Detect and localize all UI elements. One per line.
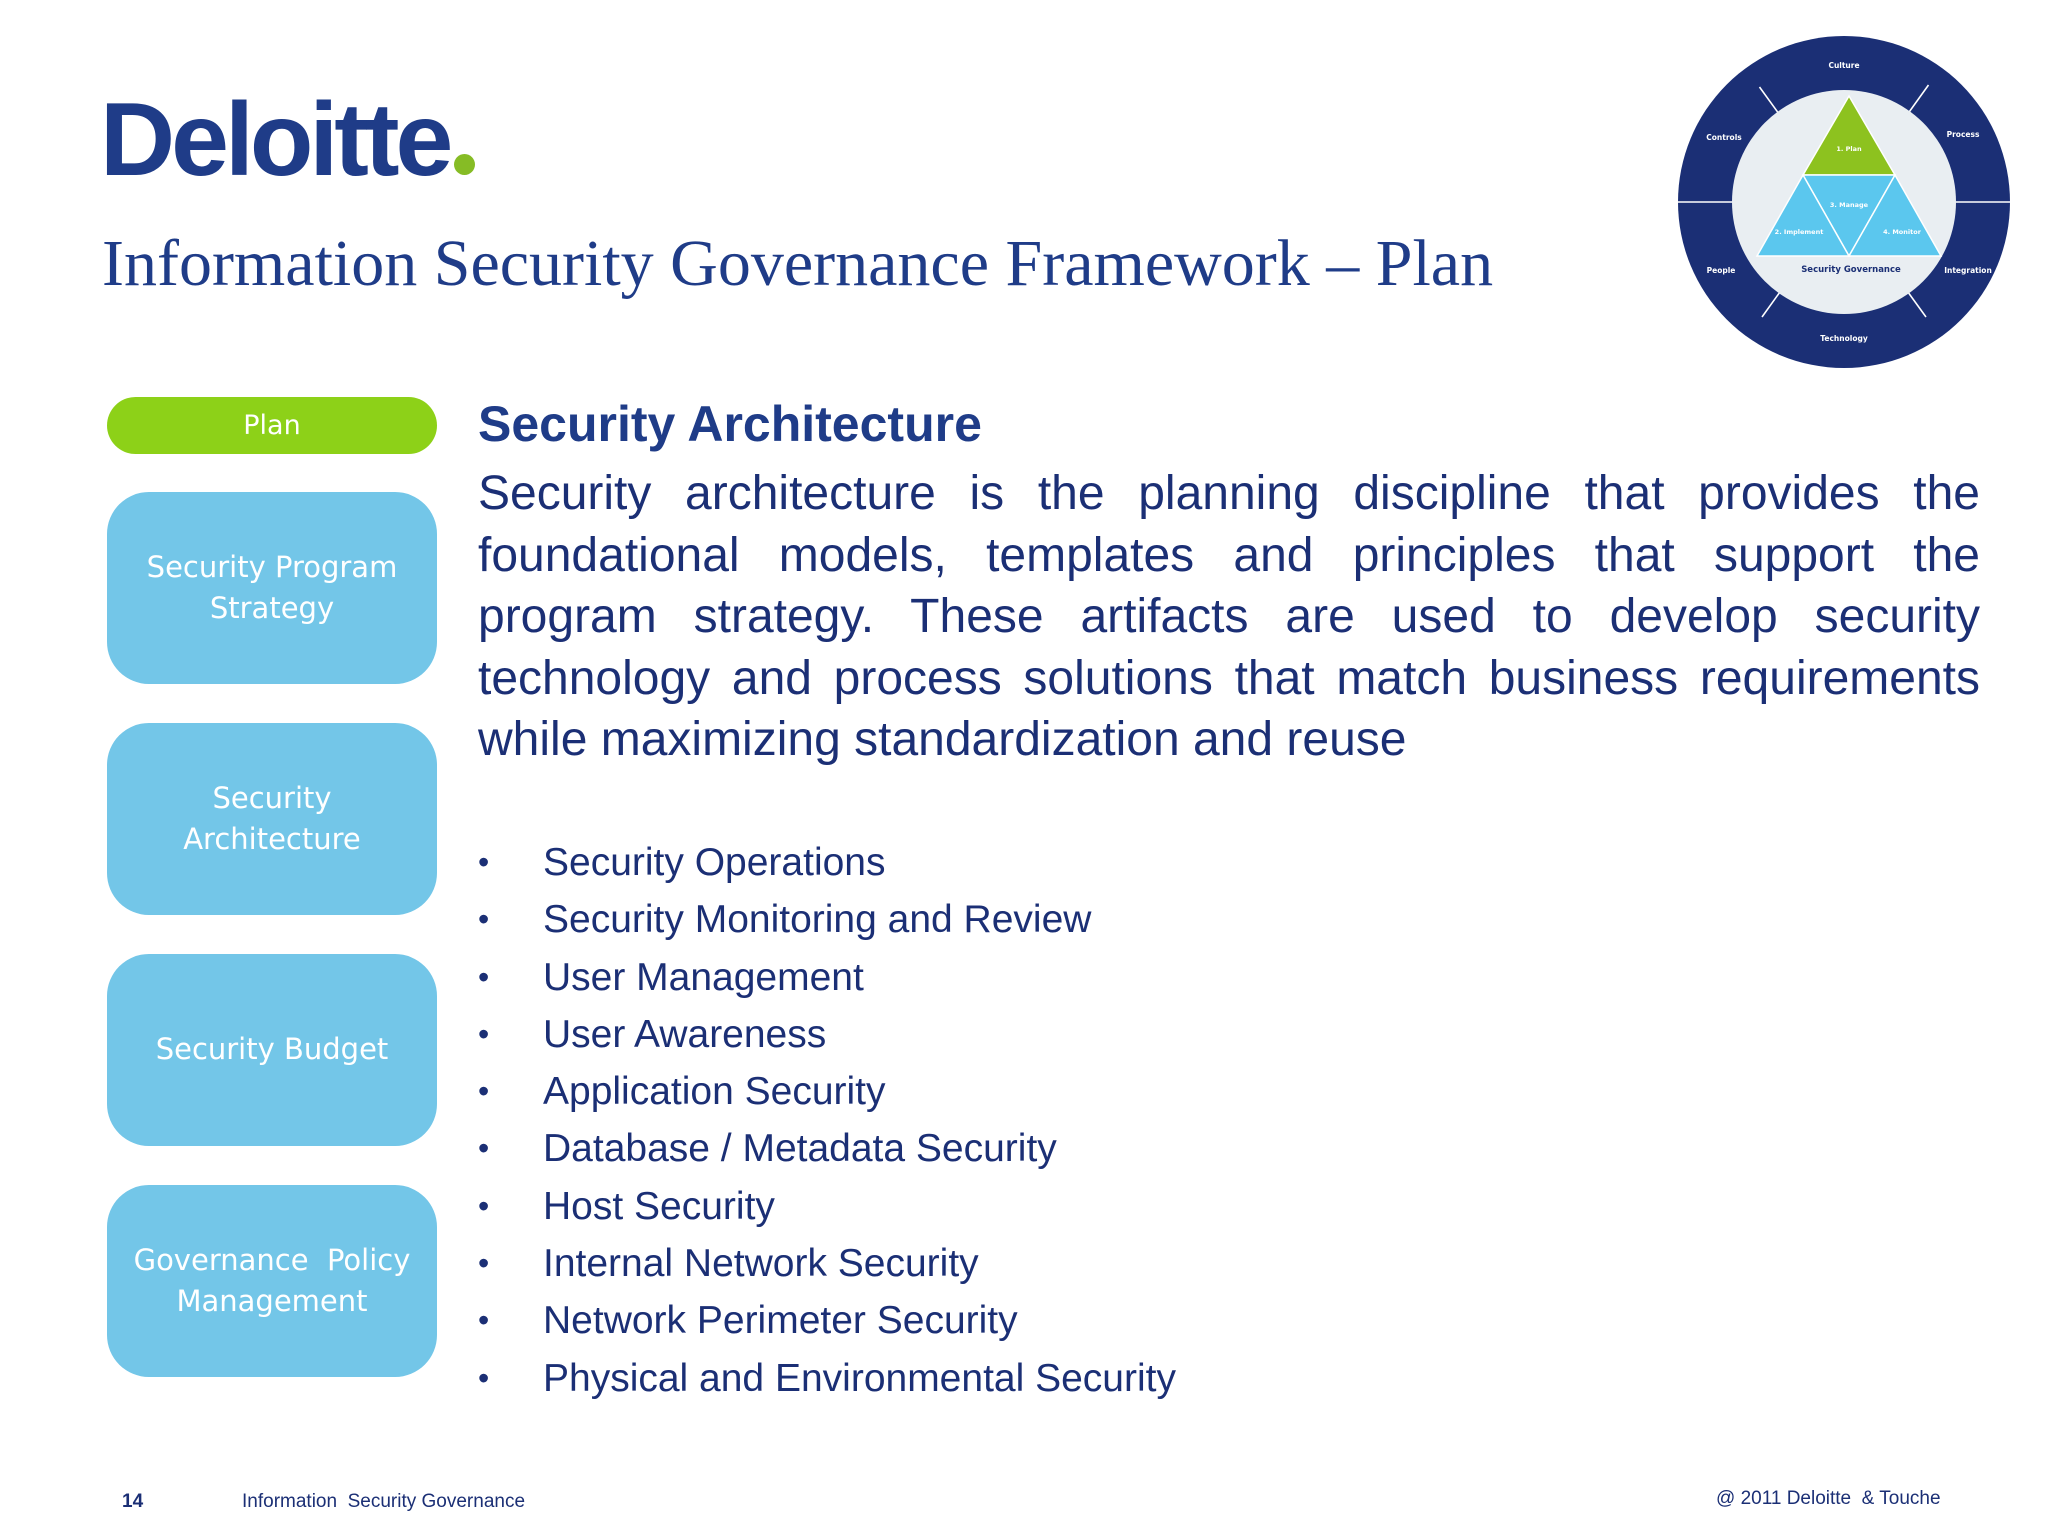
list-item: [478, 1063, 1176, 1120]
bullet-marker: •: [478, 1073, 490, 1110]
nav-item-label: [123, 778, 421, 861]
phase-implement-label: 2. Implement: [1774, 228, 1824, 236]
phase-manage-label: 3. Manage: [1829, 201, 1869, 209]
bullet-marker: •: [478, 1130, 490, 1167]
page-title: Information Security Governance Framework – Plan: [102, 227, 1494, 300]
nav-item-label: [147, 547, 398, 630]
nav-item-governance-policy-management[interactable]: [107, 1185, 437, 1377]
wheel-segment-technology: Technology: [1820, 334, 1868, 343]
list-item-text: Physical and Environmental Security: [543, 1356, 1176, 1400]
wheel-segment-process: Process: [1946, 130, 1980, 139]
nav-item-security-architecture[interactable]: [107, 723, 437, 915]
nav-item-label: [134, 1240, 411, 1323]
bullet-marker: •: [478, 1187, 490, 1224]
nav-item-label-line: Strategy: [209, 591, 335, 625]
bullet-marker: •: [478, 1302, 490, 1339]
page-number: 14: [122, 1491, 144, 1512]
list-item: [478, 1120, 1176, 1177]
list-item: [478, 1235, 1176, 1292]
list-item: [478, 834, 1176, 891]
list-item: [478, 1006, 1176, 1063]
list-item: [478, 949, 1176, 1006]
bullet-list: [478, 834, 1176, 1407]
section-heading: Security Architecture: [478, 396, 982, 452]
section-description: Security architecture is the planning discipline that provides the foundational models, templates and principles that support the program strategy. These artifacts are used to develop security technology and process solutions that match business requirements while maximizing standardization and reuse: [478, 467, 1980, 766]
phase-monitor-label: 4. Monitor: [1883, 228, 1921, 236]
nav-item-label-line: Management: [176, 1284, 368, 1318]
wheel-center-label: Security Governance: [1801, 265, 1901, 275]
list-item-text: Host Security: [543, 1184, 775, 1228]
footer-title: Information Security Governance: [242, 1491, 526, 1512]
list-item-text: Internal Network Security: [543, 1242, 979, 1286]
list-item-text: Network Perimeter Security: [543, 1299, 1018, 1343]
wheel-segment-controls: Controls: [1706, 133, 1742, 142]
bullet-marker: •: [478, 958, 490, 995]
nav-item-label-line: Security Budget: [155, 1032, 389, 1067]
list-item-text: User Awareness: [543, 1012, 827, 1056]
wheel-segment-integration: Integration: [1944, 266, 1992, 275]
footer-copyright: @ 2011 Deloitte & Touche: [1716, 1488, 1941, 1509]
bullet-marker: •: [478, 844, 490, 880]
logo-dot: [454, 154, 475, 175]
wheel-segment-culture: Culture: [1828, 61, 1860, 70]
nav-item-label-line: Security Architecture: [183, 780, 361, 856]
bullet-marker: •: [478, 901, 490, 938]
list-item-text: User Management: [543, 955, 864, 999]
list-item: [478, 891, 1176, 948]
list-item-text: Database / Metadata Security: [543, 1127, 1057, 1171]
nav-item-label: [156, 1029, 389, 1070]
nav-item-label-line: Security Program: [146, 549, 398, 584]
list-item-text: Security Monitoring and Review: [543, 898, 1092, 942]
list-item: [478, 1292, 1176, 1349]
bullet-marker: •: [478, 1359, 490, 1396]
deloitte-logo: [100, 82, 475, 198]
framework-wheel-svg: [1676, 34, 2012, 370]
nav-item-label-line: Governance Policy: [133, 1242, 411, 1277]
nav-plan-pill[interactable]: [107, 397, 437, 454]
list-item: [478, 1350, 1176, 1407]
bullet-marker: •: [478, 1015, 490, 1052]
framework-wheel: [1676, 34, 2012, 370]
nav-item-security-program-strategy[interactable]: [107, 492, 437, 684]
list-item: [478, 1178, 1176, 1235]
logo-wordmark: Deloitte: [100, 82, 450, 198]
list-item-text: Application Security: [543, 1070, 886, 1114]
list-item-text: Security Operations: [543, 841, 886, 884]
nav-plan-label: Plan: [243, 410, 301, 441]
bullet-marker: •: [478, 1245, 490, 1282]
phase-plan-label: 1. Plan: [1836, 145, 1862, 153]
wheel-segment-people: People: [1706, 266, 1736, 275]
nav-item-security-budget[interactable]: [107, 954, 437, 1146]
